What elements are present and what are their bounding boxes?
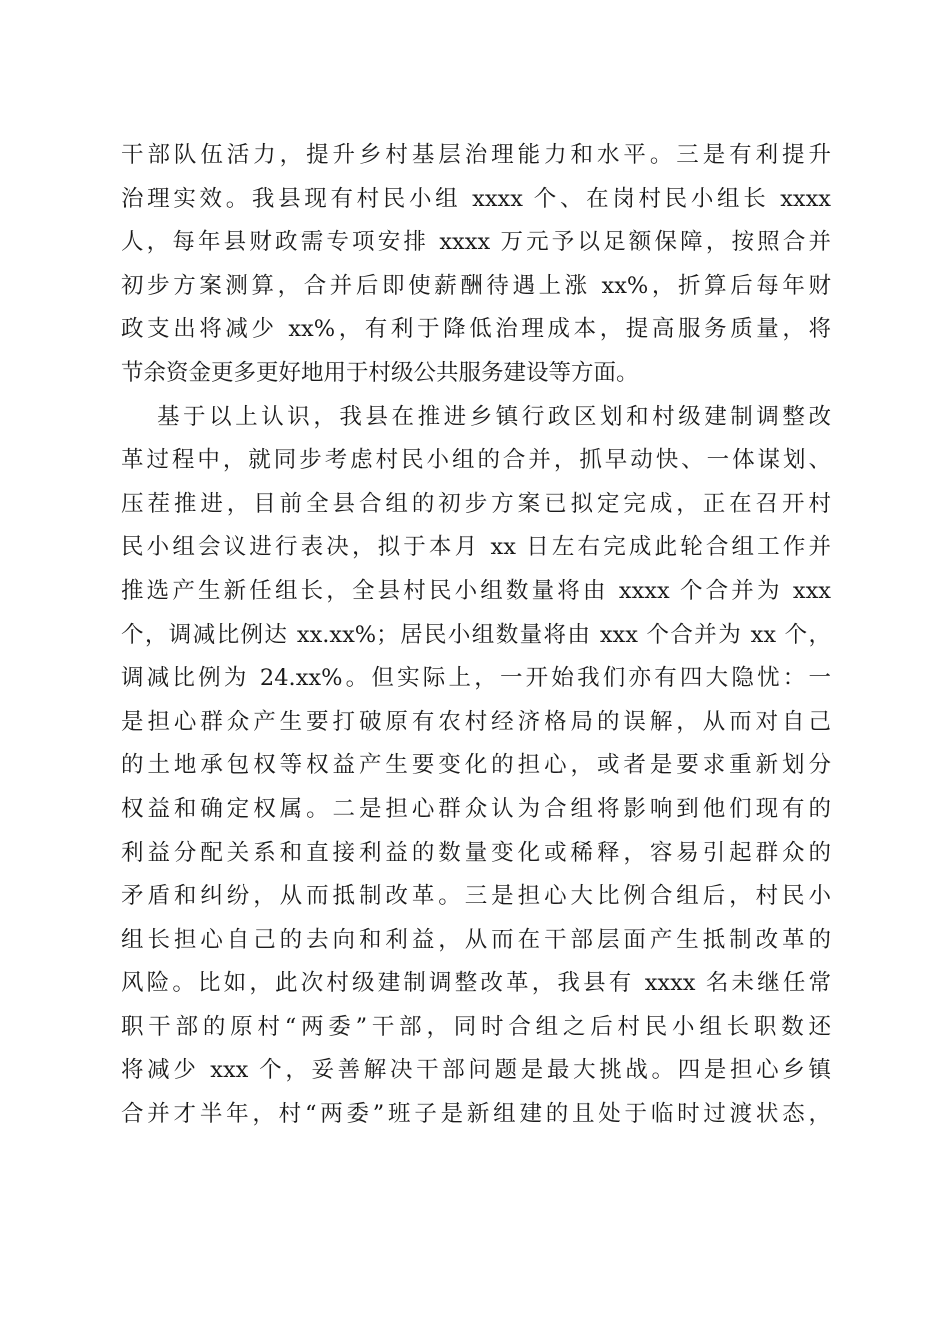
text-line: 合并才半年，村“两委”班子是新组建的且处于临时过渡状态， [121,1101,831,1128]
text-line: 矛盾和纠纷，从而抵制改革。三是担心大比例合组后，村民小 [121,883,831,910]
paragraph-2 [121,396,831,1137]
text-line: 革过程中，就同步考虑村民小组的合并，抓早动快、一体谋划、 [121,447,831,474]
text-line: 权益和确定权属。二是担心群众认为合组将影响到他们现有的 [121,795,831,822]
text-line: 初步方案测算，合并后即使薪酬待遇上涨 xx%，折算后每年财 [121,272,831,299]
text-line: 风险。比如，此次村级建制调整改革，我县有 xxxx 名未继任常 [121,970,831,997]
text-line: 政支出将减少 xx%，有利于降低治理成本，提高服务质量，将 [121,316,831,343]
text-line: 个，调减比例达 xx.xx%；居民小组数量将由 xxx 个合并为 xx 个， [121,621,831,648]
text-line: 将减少 xxx 个，妥善解决干部问题是最大挑战。四是担心乡镇 [121,1057,831,1084]
text-line: 基于以上认识，我县在推进乡镇行政区划和村级建制调整改 [157,403,831,430]
text-line: 职干部的原村“两委”干部，同时合组之后村民小组长职数还 [121,1013,831,1040]
text-line: 压茬推进，目前全县合组的初步方案已拟定完成，正在召开村 [121,490,831,517]
text-line: 推选产生新任组长，全县村民小组数量将由 xxxx 个合并为 xxx [121,577,831,604]
document-body [121,134,831,1137]
text-line: 民小组会议进行表决，拟于本月 xx 日左右完成此轮合组工作并 [121,534,831,561]
text-line: 是担心群众产生要打破原有农村经济格局的误解，从而对自己 [121,708,831,735]
text-line: 利益分配关系和直接利益的数量变化或稀释，容易引起群众的 [121,839,831,866]
paragraph-1 [121,134,831,396]
text-line: 干部队伍活力，提升乡村基层治理能力和水平。三是有利提升 [121,142,831,168]
text-line: 节余资金更多更好地用于村级公共服务建设等方面。 [121,359,639,386]
text-line: 人，每年县财政需专项安排 xxxx 万元予以足额保障，按照合并 [121,229,831,256]
text-line: 治理实效。我县现有村民小组 xxxx 个、在岗村民小组长 xxxx [121,185,831,212]
text-line: 的土地承包权等权益产生要变化的担心，或者是要求重新划分 [121,752,831,779]
text-line: 调减比例为 24.xx%。但实际上，一开始我们亦有四大隐忧：一 [121,665,831,692]
text-line: 组长担心自己的去向和利益，从而在干部层面产生抵制改革的 [121,926,831,953]
